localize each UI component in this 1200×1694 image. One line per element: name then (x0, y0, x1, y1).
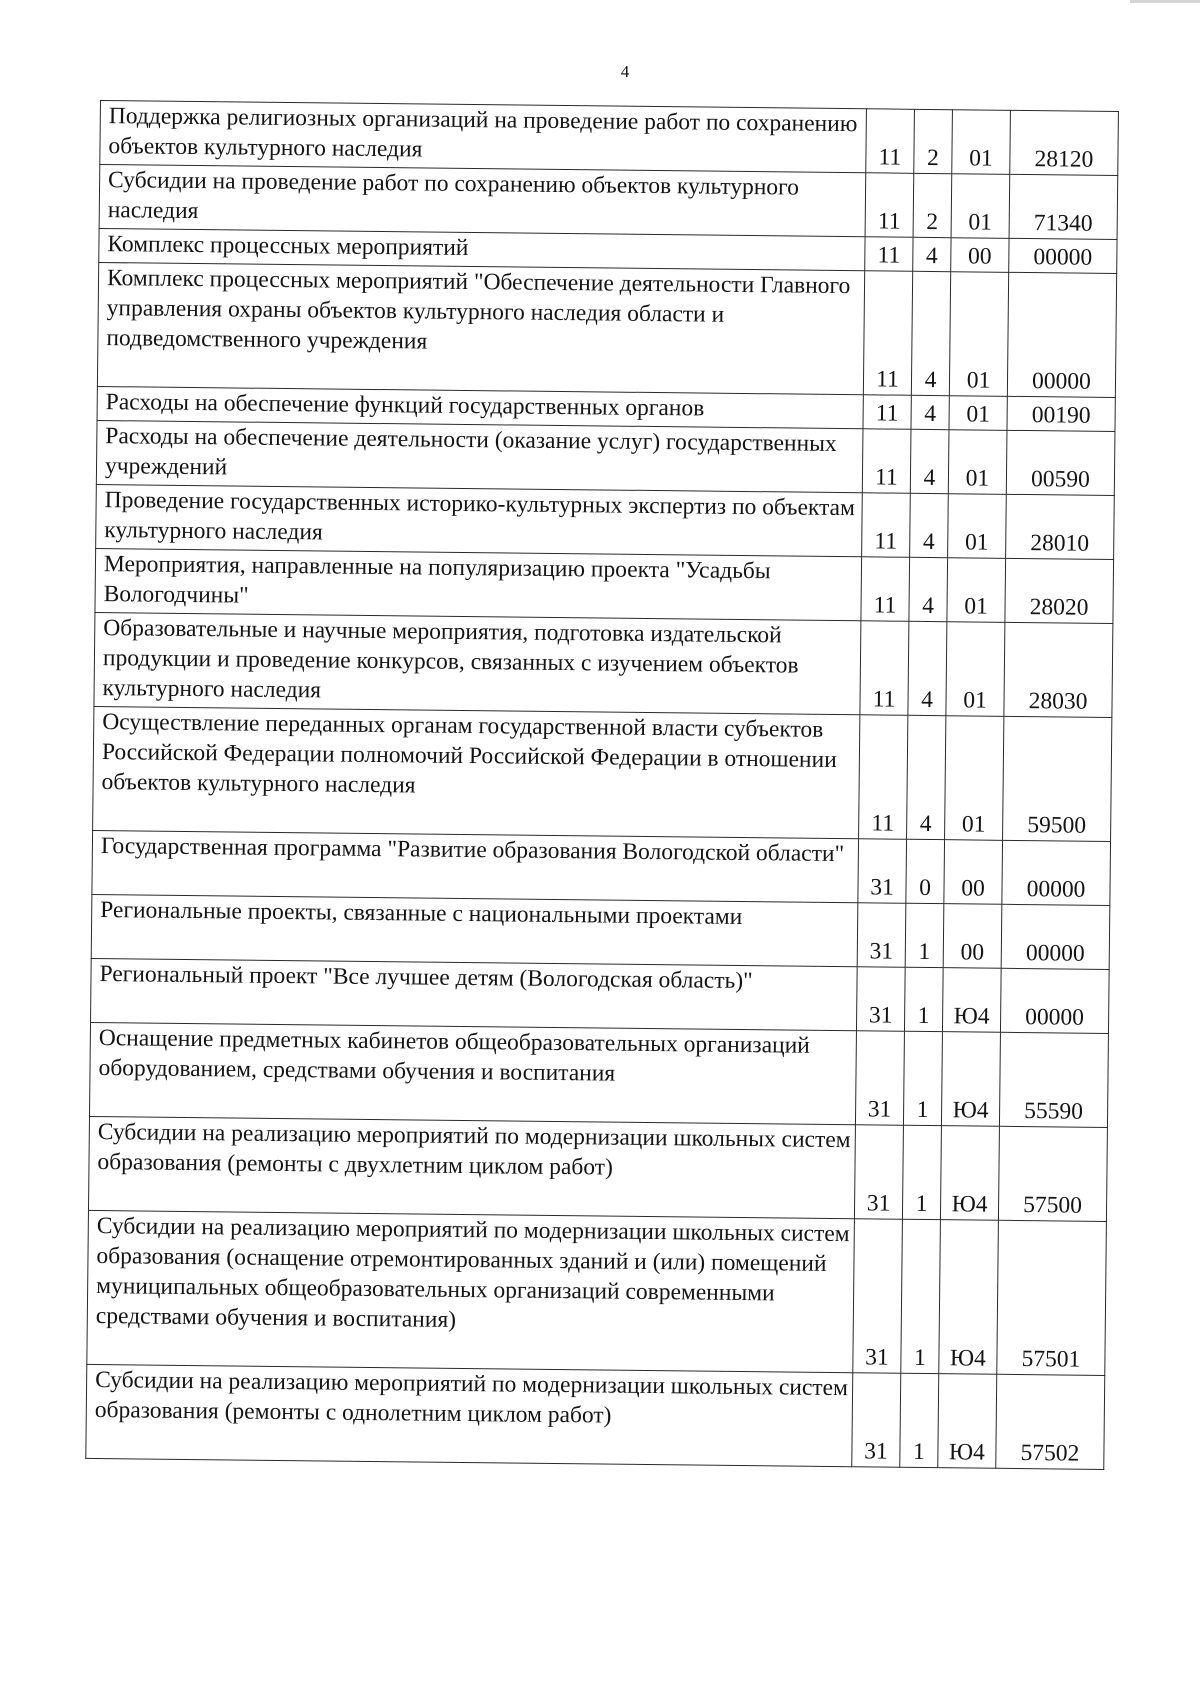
expense-direction-code-cell: 00590 (1006, 430, 1115, 495)
table-row (96, 420, 1115, 495)
measure-code-cell: 01 (945, 716, 1004, 841)
program-code-cell: 11 (860, 621, 909, 716)
expense-direction-code-cell: 57501 (997, 1220, 1107, 1375)
program-code-cell: 11 (863, 271, 912, 396)
measure-code-cell: Ю4 (942, 968, 1001, 1033)
subprogram-code-cell: 4 (911, 271, 950, 395)
program-code-cell: 11 (859, 715, 908, 840)
measure-code-cell: 00 (951, 238, 1009, 273)
measure-code-cell: Ю4 (938, 1374, 997, 1469)
table-row (100, 101, 1119, 176)
expense-direction-code-cell: 28120 (1010, 110, 1119, 175)
table-row (92, 830, 1111, 905)
subprogram-code-cell: 4 (907, 715, 946, 839)
table-row (87, 1210, 1107, 1375)
subprogram-code-cell: 4 (911, 395, 949, 429)
table-row (91, 894, 1110, 969)
expense-direction-code-cell: 00000 (1007, 272, 1116, 397)
subprogram-code-cell: 0 (906, 839, 945, 903)
table-body (86, 101, 1119, 1470)
table-row (91, 958, 1110, 1033)
subprogram-code-cell: 4 (908, 621, 947, 715)
subprogram-code-cell: 1 (900, 1373, 939, 1467)
measure-code-cell: Ю4 (939, 1220, 999, 1375)
subprogram-code-cell: 1 (903, 1031, 942, 1125)
row-name-cell: Комплекс процессных мероприятий (99, 228, 865, 270)
page-number: 4 (620, 62, 630, 81)
expense-direction-code-cell: 00000 (1002, 840, 1111, 905)
expense-direction-code-cell: 55590 (999, 1032, 1108, 1127)
row-name-cell: Осуществление переданных органам государственной власти субъектов Российской Федерации полномочий Российской Федерации в отношении объектов культурного наследия (93, 706, 860, 838)
budget-classification-table (85, 100, 1119, 1470)
row-name-cell: Региональный проект "Все лучшее детям (Вологодская область)" (91, 958, 858, 1030)
row-name-cell: Субсидии на реализацию мероприятий по модернизации школьных систем образования (ремонты с двухлетним циклом работ) (88, 1116, 855, 1218)
program-code-cell: 11 (863, 395, 911, 430)
row-name-cell: Субсидии на реализацию мероприятий по модернизации школьных систем образования (ремонты с однолетним циклом работ) (86, 1364, 853, 1466)
row-name-cell: Государственная программа "Развитие образования Вологодской области" (92, 830, 859, 902)
expense-direction-code-cell: 57502 (996, 1374, 1105, 1469)
expense-direction-code-cell: 00190 (1007, 396, 1115, 431)
measure-code-cell: 01 (947, 558, 1006, 623)
program-code-cell: 11 (865, 237, 913, 272)
subprogram-code-cell: 4 (910, 493, 949, 557)
row-name-cell: Субсидии на проведение работ по сохранению объектов культурного наследия (99, 165, 866, 237)
subprogram-code-cell: 4 (913, 237, 951, 271)
measure-code-cell: 00 (943, 904, 1002, 969)
measure-code-cell: 00 (944, 840, 1003, 905)
row-name-cell: Расходы на обеспечение деятельности (оказание услуг) государственных учреждений (96, 420, 863, 492)
measure-code-cell: Ю4 (941, 1032, 1000, 1127)
subprogram-code-cell: 1 (904, 967, 943, 1031)
row-name-cell: Оснащение предметных кабинетов общеобразовательных организаций оборудованием, средствами обучения и воспитания (90, 1022, 857, 1124)
measure-code-cell: 01 (948, 494, 1007, 559)
row-name-cell: Региональные проекты, связанные с национальными проектами (91, 894, 858, 966)
row-name-cell: Поддержка религиозных организаций на проведение работ по сохранению объектов культурного наследия (100, 101, 867, 173)
row-name-cell: Проведение государственных историко-культурных экспертиз по объектам культурного наследия (96, 484, 863, 556)
subprogram-code-cell: 4 (910, 429, 949, 493)
program-code-cell: 11 (866, 109, 915, 174)
program-code-cell: 31 (858, 839, 907, 904)
row-name-cell: Расходы на обеспечение функций государственных органов (97, 386, 863, 428)
expense-direction-code-cell: 28010 (1006, 494, 1115, 559)
subprogram-code-cell: 4 (909, 557, 948, 621)
measure-code-cell: 01 (951, 174, 1010, 239)
scan-edge-mark (1130, 0, 1200, 3)
row-name-cell: Мероприятия, направленные на популяризацию проекта "Усадьбы Вологодчины" (95, 548, 862, 620)
table-row (88, 1116, 1107, 1221)
table-row (86, 1364, 1105, 1469)
expense-direction-code-cell: 28020 (1005, 558, 1114, 623)
subprogram-code-cell: 1 (902, 1125, 941, 1219)
program-code-cell: 11 (861, 557, 910, 622)
program-code-cell: 11 (865, 173, 914, 238)
subprogram-code-cell: 2 (913, 173, 952, 237)
measure-code-cell: 01 (949, 272, 1008, 397)
measure-code-cell: 01 (948, 430, 1007, 495)
measure-code-cell: 01 (952, 110, 1011, 175)
program-code-cell: 31 (855, 1031, 904, 1126)
table-row (99, 165, 1118, 240)
expense-direction-code-cell: 28030 (1004, 622, 1113, 717)
budget-table-container (85, 100, 1119, 1470)
row-name-cell: Образовательные и научные мероприятия, подготовка издательской продукции и проведение конкурсов, связанных с изучением объектов культурного наследия (94, 612, 861, 714)
table-row (90, 1022, 1109, 1127)
program-code-cell: 11 (862, 429, 911, 494)
program-code-cell: 31 (857, 903, 906, 968)
measure-code-cell: 01 (946, 622, 1005, 717)
subprogram-code-cell: 2 (914, 109, 953, 173)
measure-code-cell: Ю4 (940, 1126, 999, 1221)
expense-direction-code-cell: 00000 (1009, 238, 1117, 273)
program-code-cell: 11 (862, 493, 911, 558)
program-code-cell: 31 (856, 967, 905, 1032)
program-code-cell: 31 (853, 1219, 903, 1374)
expense-direction-code-cell: 59500 (1003, 716, 1112, 841)
table-row (95, 548, 1114, 623)
subprogram-code-cell: 1 (905, 903, 944, 967)
expense-direction-code-cell: 57500 (998, 1126, 1107, 1221)
table-row (97, 262, 1116, 397)
program-code-cell: 31 (852, 1373, 901, 1468)
table-row (96, 484, 1115, 559)
table-row (94, 612, 1113, 717)
row-name-cell: Комплекс процессных мероприятий "Обеспечение деятельности Главного управления охраны объектов культурного наследия области и подведомственного учреждения (97, 262, 864, 394)
expense-direction-code-cell: 00000 (1000, 968, 1109, 1033)
row-name-cell: Субсидии на реализацию мероприятий по модернизации школьных систем образования (оснащение отремонтированных зданий и (или) помещений муниципальных общеобразовательных организаций современными средствами обучения и воспитания) (87, 1210, 855, 1372)
expense-direction-code-cell: 00000 (1001, 904, 1110, 969)
table-row (93, 706, 1112, 841)
program-code-cell: 31 (854, 1125, 903, 1220)
measure-code-cell: 01 (949, 396, 1007, 431)
subprogram-code-cell: 1 (901, 1219, 941, 1373)
expense-direction-code-cell: 71340 (1009, 174, 1118, 239)
